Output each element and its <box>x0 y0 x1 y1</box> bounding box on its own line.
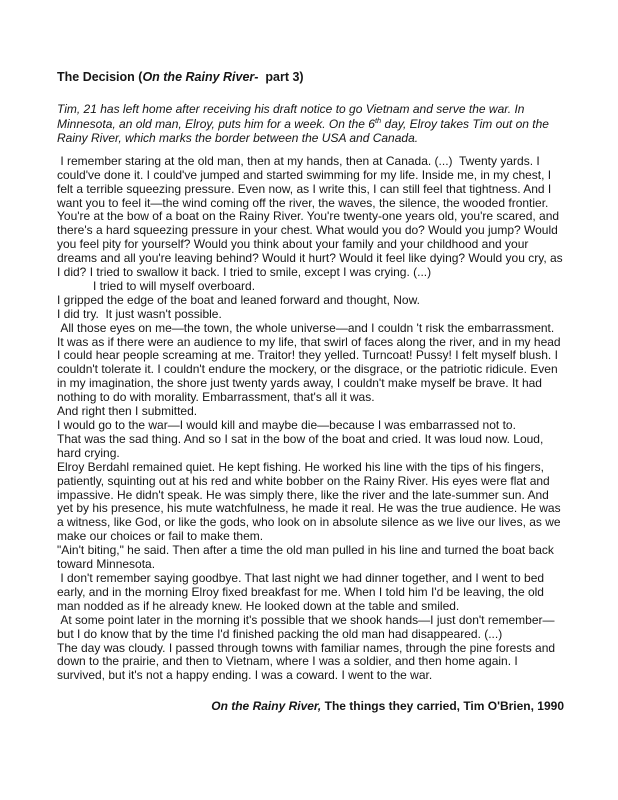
body-paragraph: I tried to will myself overboard. <box>93 278 256 293</box>
citation-details: The things they carried, Tim O'Brien, 1990 <box>321 699 564 714</box>
body-paragraph: I would go to the war—I would kill and maybe die—because I was embarrassed not to. <box>57 418 516 432</box>
document-title <box>57 70 564 85</box>
body-paragraph: At some point later in the morning it's possible that we shook hands—I just don't remember—but I do know that by the time I'd finished packing the old man had disappeared. (...) <box>57 612 555 641</box>
body-paragraph: I remember staring at the old man, then at my hands, then at Canada. (...) Twenty yards. I could've done it. I could've jumped and started swimming for my life. Inside me, in my chest, I felt a terrible squeezing pressure. Even now, as I write this, I can still feel that tightness. And I want you to feel it—the wind coming off the river, the waves, the silence, the wooded frontier. You're at the bow of a boat on the Rainy River. You're twenty-one years old, you're scared, and there's a hard squeezing pressure in your chest. What would you do? Would you jump? Would you feel pity for yourself? Would you think about your family and your childhood and your dreams and all you're leaving behind? Would it hurt? Would it feel like dying? Would you cry, as I did? I tried to swallow it back. I tried to smile, except I was crying. (...) <box>57 153 567 280</box>
citation-work-name: On the Rainy River, <box>211 699 322 714</box>
body-text <box>57 153 567 683</box>
source-citation <box>57 699 564 714</box>
intro-paragraph <box>57 102 564 146</box>
body-paragraph: And right then I submitted. <box>57 404 198 419</box>
title-work-name: On the Rainy River- <box>142 70 259 84</box>
title-prefix: The Decision ( <box>57 70 143 84</box>
body-paragraph: I did try. It just wasn't possible. <box>57 306 222 321</box>
ordinal-superscript: th <box>374 115 382 125</box>
title-suffix: part 3) <box>258 70 304 84</box>
body-paragraph: "Ain't biting," he said. Then after a time the old man pulled in his line and turned the boat back toward Minnesota. <box>57 543 558 572</box>
body-paragraph: All those eyes on me—the town, the whole universe—and I couldn 't risk the embarrassment. It was as if there were an audience to my life, that swirl of faces along the river, and in my head I could hear people screaming at me. Traitor! they yelled. Turncoat! Pussy! I felt myself blush. I couldn't tolerate it. I couldn't endure the mockery, or the disgrace, or the patriotic ridicule. Even in my imagination, the shore just twenty yards away, I couldn't make myself be brave. It had nothing to do with morality. Embarrassment, that's all it was. <box>57 320 564 405</box>
intro-text-2: day, Elroy takes Tim out on the Rainy River, which marks the border between the USA and Canada. <box>57 116 553 146</box>
body-paragraph: I don't remember saying goodbye. That last night we had dinner together, and I went to bed early, and in the morning Elroy fixed breakfast for me. When I told him I'd be leaving, the old man nodded as if he already knew. He looked down at the table and smiled. <box>57 570 548 613</box>
document-content <box>57 70 567 714</box>
body-paragraph: I gripped the edge of the boat and leaned forward and thought, Now. <box>57 292 420 307</box>
body-paragraph: The day was cloudy. I passed through towns with familiar names, through the pine forests and down to the prairie, and then to Vietnam, where I was a soldier, and then home again. I survived, but it's not a happy ending. I was a coward. I went to the war. <box>57 640 559 683</box>
intro-text-1: Tim, 21 has left home after receiving his draft notice to go Vietnam and serve the war. In Minnesota, an old man, Elroy, puts him for a week. On the 6 <box>57 102 528 131</box>
body-paragraph: That was the sad thing. And so I sat in the bow of the boat and cried. It was loud now. Loud, hard crying. <box>57 431 547 460</box>
body-paragraph: Elroy Berdahl remained quiet. He kept fishing. He worked his line with the tips of his fingers, patiently, squinting out at his red and white bobber on the Rainy River. His eyes were flat and impassive. He didn't speak. He was simply there, like the river and the late-summer sun. And yet by his presence, his mute watchfulness, he made it real. He was the true audience. He was a witness, like God, or like the gods, who look on in absolute silence as we live our lives, as we make our choices or fail to make them. <box>57 459 564 544</box>
